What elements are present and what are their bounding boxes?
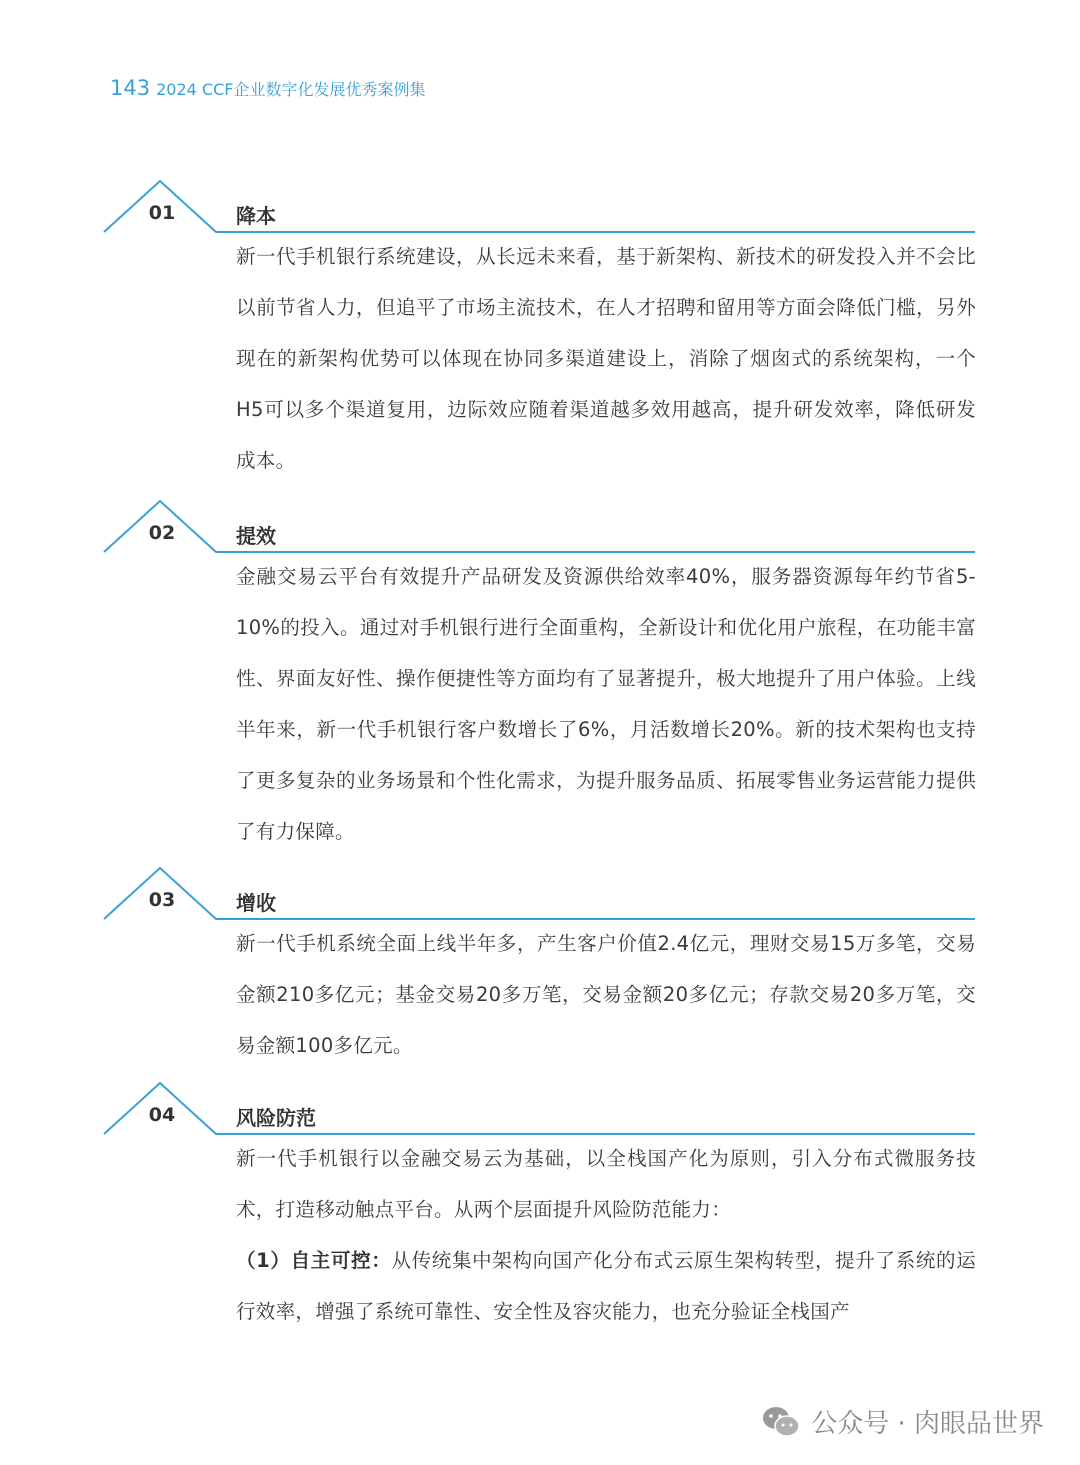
section-body — [236, 1133, 976, 1337]
section-title: 提效 — [236, 524, 276, 548]
section-01 — [0, 180, 1080, 472]
section-04 — [0, 1082, 1080, 1323]
section-body — [236, 231, 976, 486]
section-heading — [0, 867, 1080, 921]
section-number: 02 — [148, 522, 176, 544]
book-title: 2024 CCF企业数字化发展优秀案例集 — [156, 80, 426, 99]
page-number: 143 — [110, 76, 151, 100]
watermark-text: 公众号 · 肉眼品世界 — [811, 1409, 1044, 1439]
paragraph: 新一代手机系统全面上线半年多，产生客户价值2.4亿元，理财交易15万多笔，交易金额210多亿元；基金交易20多万笔，交易金额20多亿元；存款交易20多万笔，交易金额100多亿元。 — [236, 932, 976, 1057]
section-title: 降本 — [236, 204, 276, 228]
section-heading — [0, 180, 1080, 234]
section-number: 03 — [148, 889, 176, 911]
list-item-text: 从传统集中架构向国产化分布式云原生架构转型，提升了系统的运行效率，增强了系统可靠性、安全性及容灾能力，也充分验证全栈国产 — [236, 1249, 977, 1323]
section-body — [236, 918, 976, 1071]
list-item-label: （1）自主可控： — [236, 1249, 392, 1272]
paragraph: 新一代手机银行系统建设，从长远未来看，基于新架构、新技术的研发投入并不会比以前节省人力，但追平了市场主流技术，在人才招聘和留用等方面会降低门槛，另外现在的新架构优势可以体现在协同多渠道建设上，消除了烟囱式的系统架构，一个H5可以多个渠道复用，边际效应随着渠道越多效用越高，提升研发效率，降低研发成本。 — [236, 245, 976, 472]
section-02 — [0, 500, 1080, 843]
wechat-icon — [761, 1405, 801, 1439]
section-body — [236, 551, 976, 857]
list-item — [236, 1235, 976, 1337]
section-title: 增收 — [236, 891, 276, 915]
paragraph: 新一代手机银行以金融交易云为基础，以全栈国产化为原则，引入分布式微服务技术，打造移动触点平台。从两个层面提升风险防范能力： — [236, 1147, 976, 1221]
section-number: 04 — [148, 1104, 176, 1126]
section-03 — [0, 867, 1080, 1057]
page-header — [110, 76, 425, 102]
section-heading — [0, 1082, 1080, 1136]
watermark — [761, 1403, 1044, 1440]
section-title: 风险防范 — [236, 1106, 316, 1130]
section-number: 01 — [148, 202, 176, 224]
section-heading — [0, 500, 1080, 554]
paragraph: 金融交易云平台有效提升产品研发及资源供给效率40%，服务器资源每年约节省5-10%的投入。通过对手机银行进行全面重构，全新设计和优化用户旅程，在功能丰富性、界面友好性、操作便捷性等方面均有了显著提升，极大地提升了用户体验。上线半年来，新一代手机银行客户数增长了6%，月活数增长20%。新的技术架构也支持了更多复杂的业务场景和个性化需求，为提升服务品质、拓展零售业务运营能力提供了有力保障。 — [236, 565, 976, 843]
